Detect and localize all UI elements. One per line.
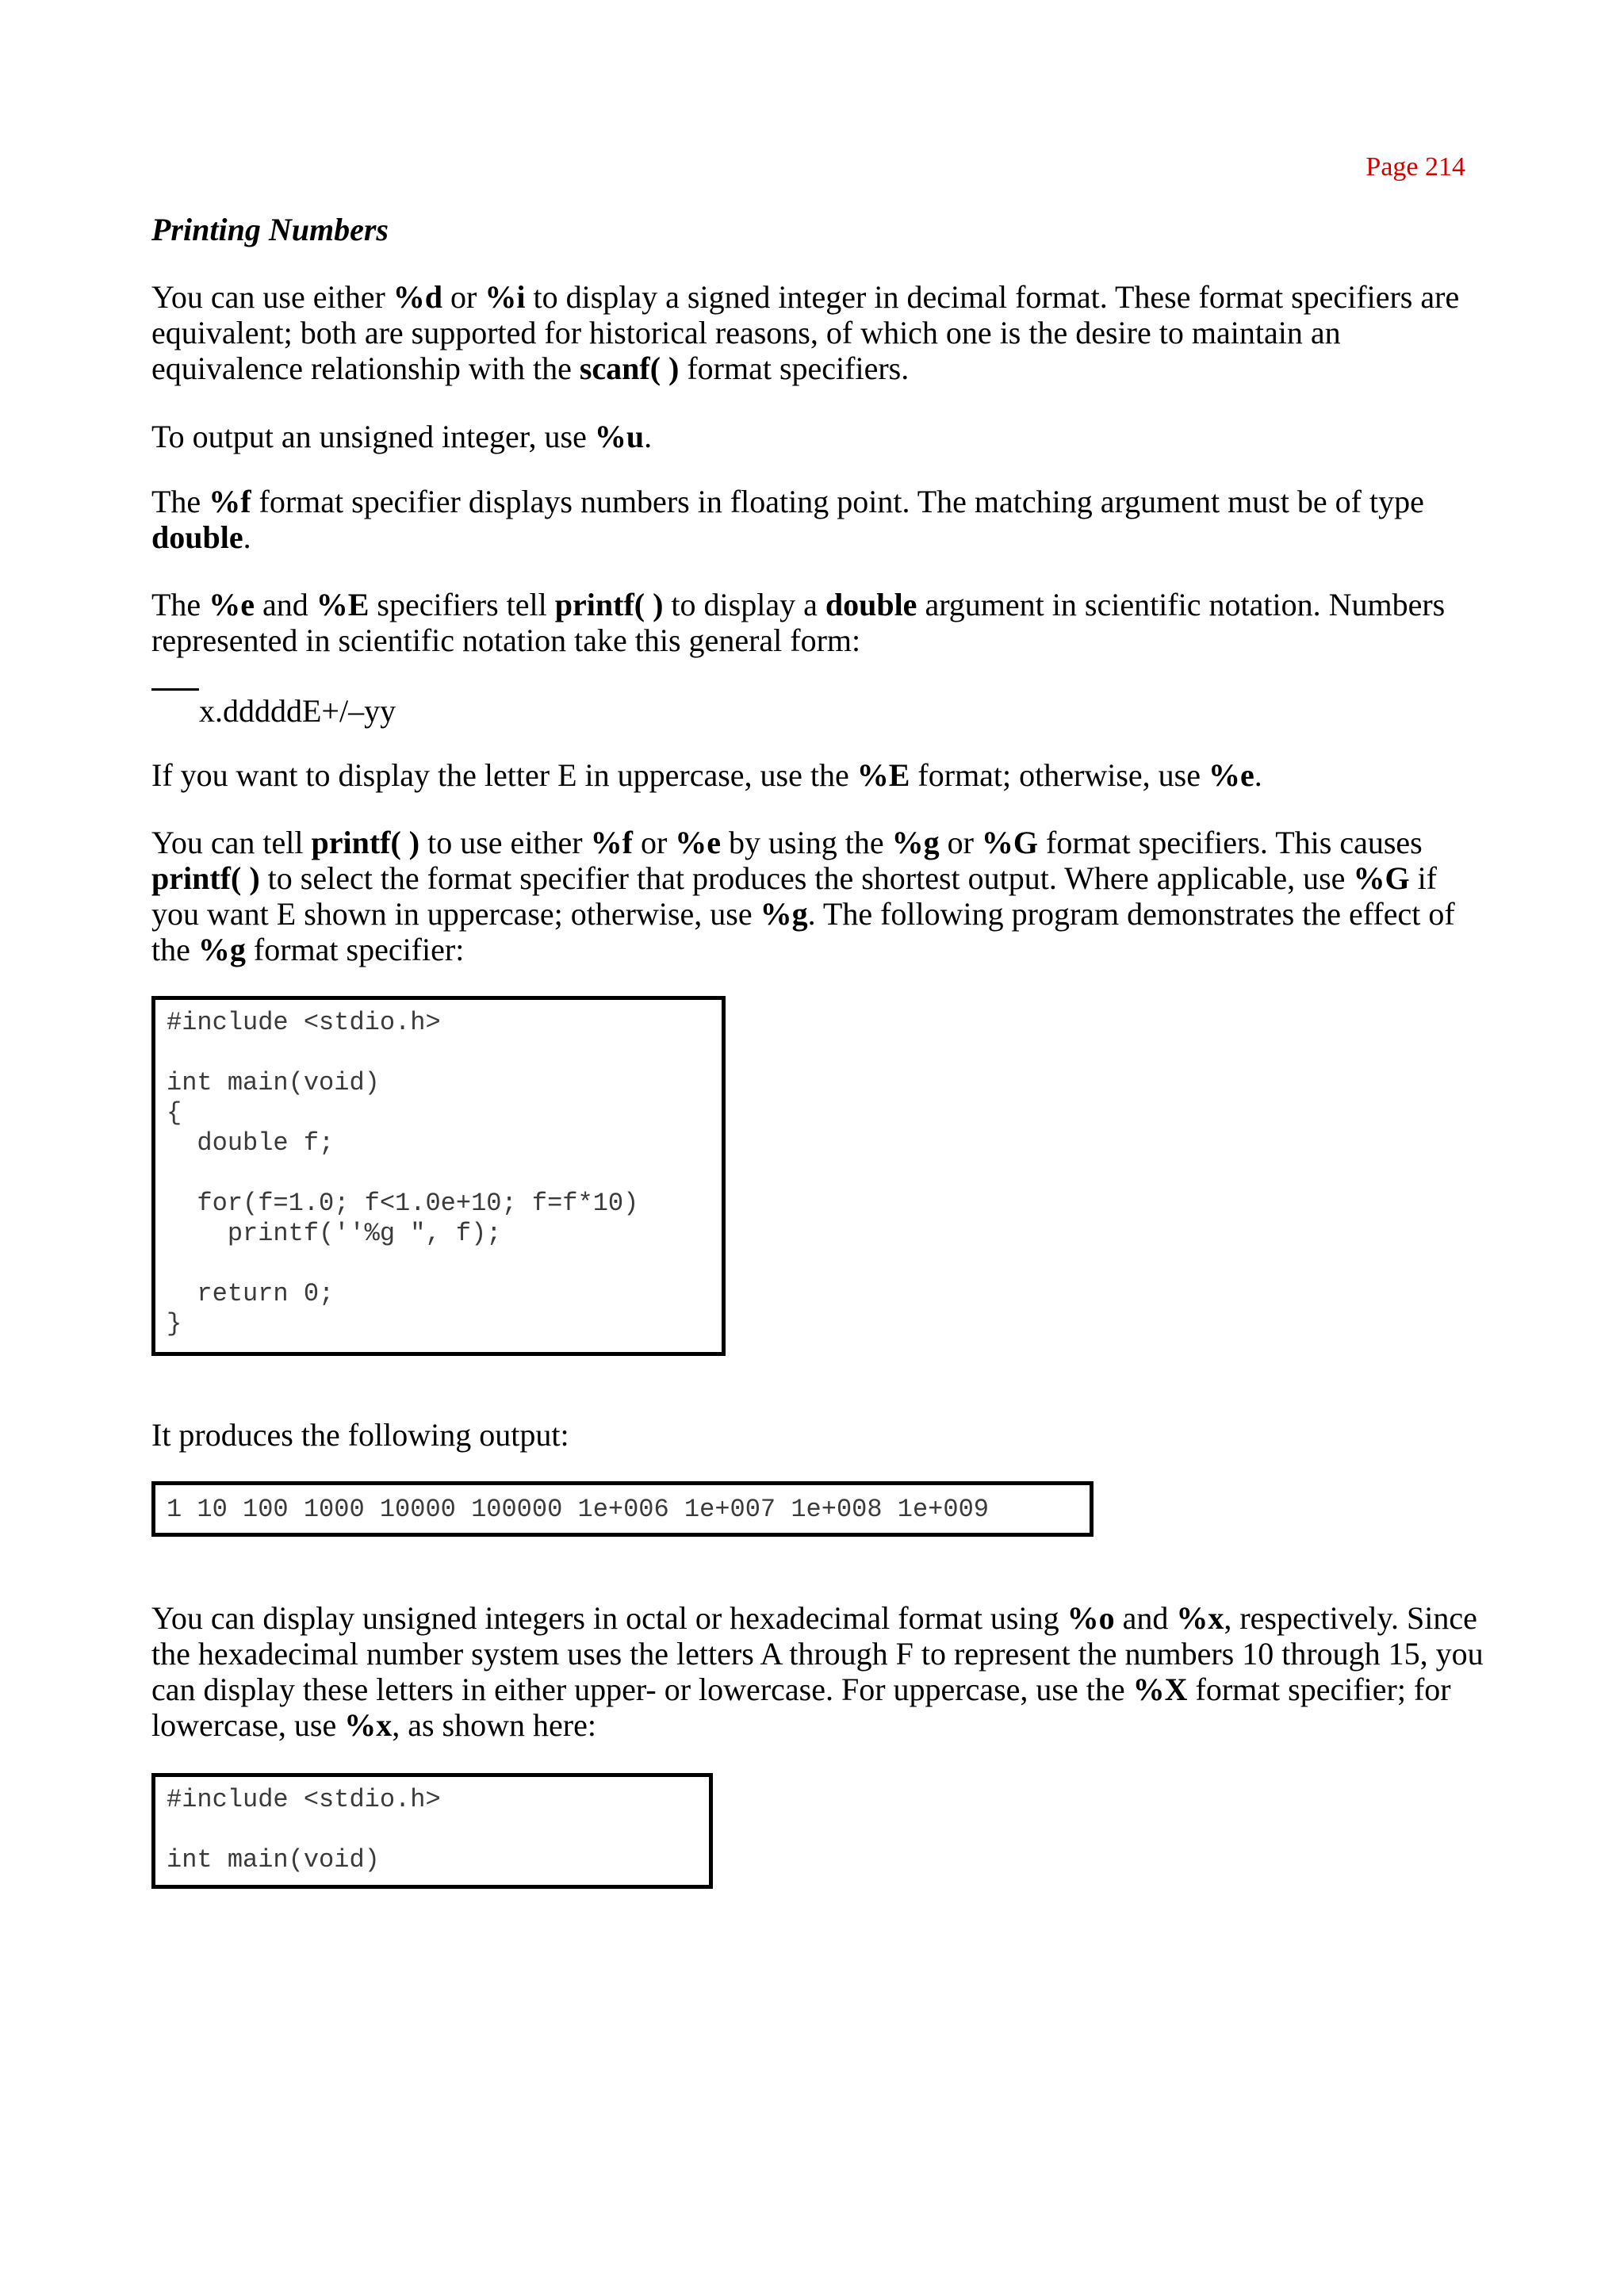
- code-term: %o: [1067, 1600, 1115, 1636]
- code-term: %i: [485, 279, 526, 315]
- code-line: int main(void): [167, 1068, 380, 1097]
- text-run: . The following program demonstrates the effect of the: [151, 896, 1455, 967]
- code-term: %g: [891, 825, 940, 860]
- text-run: format; otherwise, use: [910, 757, 1208, 793]
- code-term: %E: [316, 587, 370, 622]
- code-term: %G: [1353, 860, 1410, 896]
- page-number: Page 214: [1365, 152, 1465, 182]
- text-run: The: [151, 484, 209, 519]
- text-run: format specifiers. This causes: [1038, 825, 1423, 860]
- code-line: {: [167, 1098, 182, 1128]
- code-term: %e: [209, 587, 255, 622]
- code-term: printf( ): [311, 825, 420, 860]
- paragraph-output-intro: It produces the following output:: [151, 1417, 569, 1453]
- code-term: printf( ): [151, 860, 260, 896]
- code-line: #include <stdio.h>: [167, 1008, 441, 1037]
- text-run: .: [243, 519, 251, 555]
- text-run: or: [632, 825, 676, 860]
- text-run: to use either: [419, 825, 591, 860]
- paragraph-g-specifier: [151, 825, 1484, 967]
- paragraph-uppercase-e: [151, 757, 1484, 793]
- text-run: You can tell: [151, 825, 312, 860]
- code-term: printf( ): [554, 587, 664, 622]
- paragraph-octal-hex: [151, 1600, 1484, 1743]
- text-run: format specifier; for lowercase, use: [151, 1672, 1451, 1743]
- code-block-g-demo: [151, 996, 726, 1356]
- text-run: and: [254, 587, 316, 622]
- text-run: .: [644, 419, 653, 454]
- text-run: You can use either: [151, 279, 393, 315]
- code-line: for(f=1.0; f<1.0e+10; f=f*10): [167, 1189, 639, 1218]
- code-line: printf(''%g ", f);: [167, 1219, 502, 1248]
- text-run: if you want E shown in uppercase; otherwise, use: [151, 860, 1437, 932]
- text-run: , respectively. Since the hexadecimal number system uses the letters A through F to represent the numbers 10 through 15, you can display these letters in either upper- or lowercase. For uppercase, use the: [151, 1600, 1484, 1707]
- text-run: format specifiers.: [679, 350, 910, 386]
- text-run: or: [939, 825, 982, 860]
- paragraph-float: [151, 484, 1484, 555]
- text-run: The: [151, 587, 209, 622]
- text-run: If you want to display the letter E in uppercase, use the: [151, 757, 857, 793]
- code-term: %d: [393, 279, 443, 315]
- text-run: You can display unsigned integers in octal or hexadecimal format using: [151, 1600, 1067, 1636]
- paragraph-scientific: [151, 587, 1484, 658]
- section-heading: Printing Numbers: [151, 212, 389, 247]
- code-term: scanf( ): [579, 350, 680, 386]
- text-run: to select the format specifier that produces the shortest output. Where applicable, use: [259, 860, 1354, 896]
- output-block: [151, 1481, 1094, 1537]
- code-term: double: [825, 587, 917, 622]
- code-term: %e: [675, 825, 722, 860]
- text-run: to display a: [663, 587, 825, 622]
- text-run: To output an unsigned integer, use: [151, 419, 595, 454]
- code-term: %f: [209, 484, 251, 519]
- formula-text: x.dddddE+/–yy: [199, 693, 396, 729]
- code-term: %x: [1176, 1600, 1224, 1636]
- code-term: %g: [197, 932, 246, 967]
- code-line: return 0;: [167, 1279, 335, 1308]
- output-text: 1 10 100 1000 10000 100000 1e+006 1e+007 1e+008 1e+009: [167, 1495, 989, 1524]
- text-run: format specifier displays numbers in floating point. The matching argument must be of type: [251, 484, 1424, 519]
- text-run: and: [1114, 1600, 1177, 1636]
- code-listing: [155, 1777, 709, 1875]
- text-run: to display a signed integer in decimal format. These format specifiers are equivalent; both are supported for historical reasons, of which one is the desire to maintain an equivalence relationship with the: [151, 279, 1460, 386]
- code-listing: [155, 1000, 722, 1339]
- code-term: %G: [981, 825, 1039, 860]
- text-run: specifiers tell: [369, 587, 555, 622]
- paragraph-decimal-specifiers: [151, 279, 1484, 386]
- code-block-hex-demo: [151, 1773, 713, 1889]
- code-term: %X: [1132, 1672, 1188, 1707]
- code-term: %g: [760, 896, 808, 932]
- text-run: , as shown here:: [392, 1707, 596, 1743]
- code-term: %e: [1208, 757, 1254, 793]
- paragraph-unsigned: [151, 419, 1484, 454]
- code-line: }: [167, 1309, 182, 1338]
- code-term: %x: [344, 1707, 393, 1743]
- code-line: double f;: [167, 1128, 335, 1158]
- code-term: %u: [594, 419, 645, 454]
- code-line: #include <stdio.h>: [167, 1785, 441, 1814]
- formula-line: [151, 688, 199, 691]
- text-run: or: [442, 279, 485, 315]
- text-run: argument in scientific notation. Numbers represented in scientific notation take this general form:: [151, 587, 1446, 658]
- code-term: double: [151, 519, 243, 555]
- text-run: .: [1254, 757, 1262, 793]
- code-line: int main(void): [167, 1845, 380, 1875]
- code-term: %E: [856, 757, 910, 793]
- text-run: by using the: [721, 825, 892, 860]
- text-run: format specifier:: [245, 932, 465, 967]
- code-term: %f: [590, 825, 633, 860]
